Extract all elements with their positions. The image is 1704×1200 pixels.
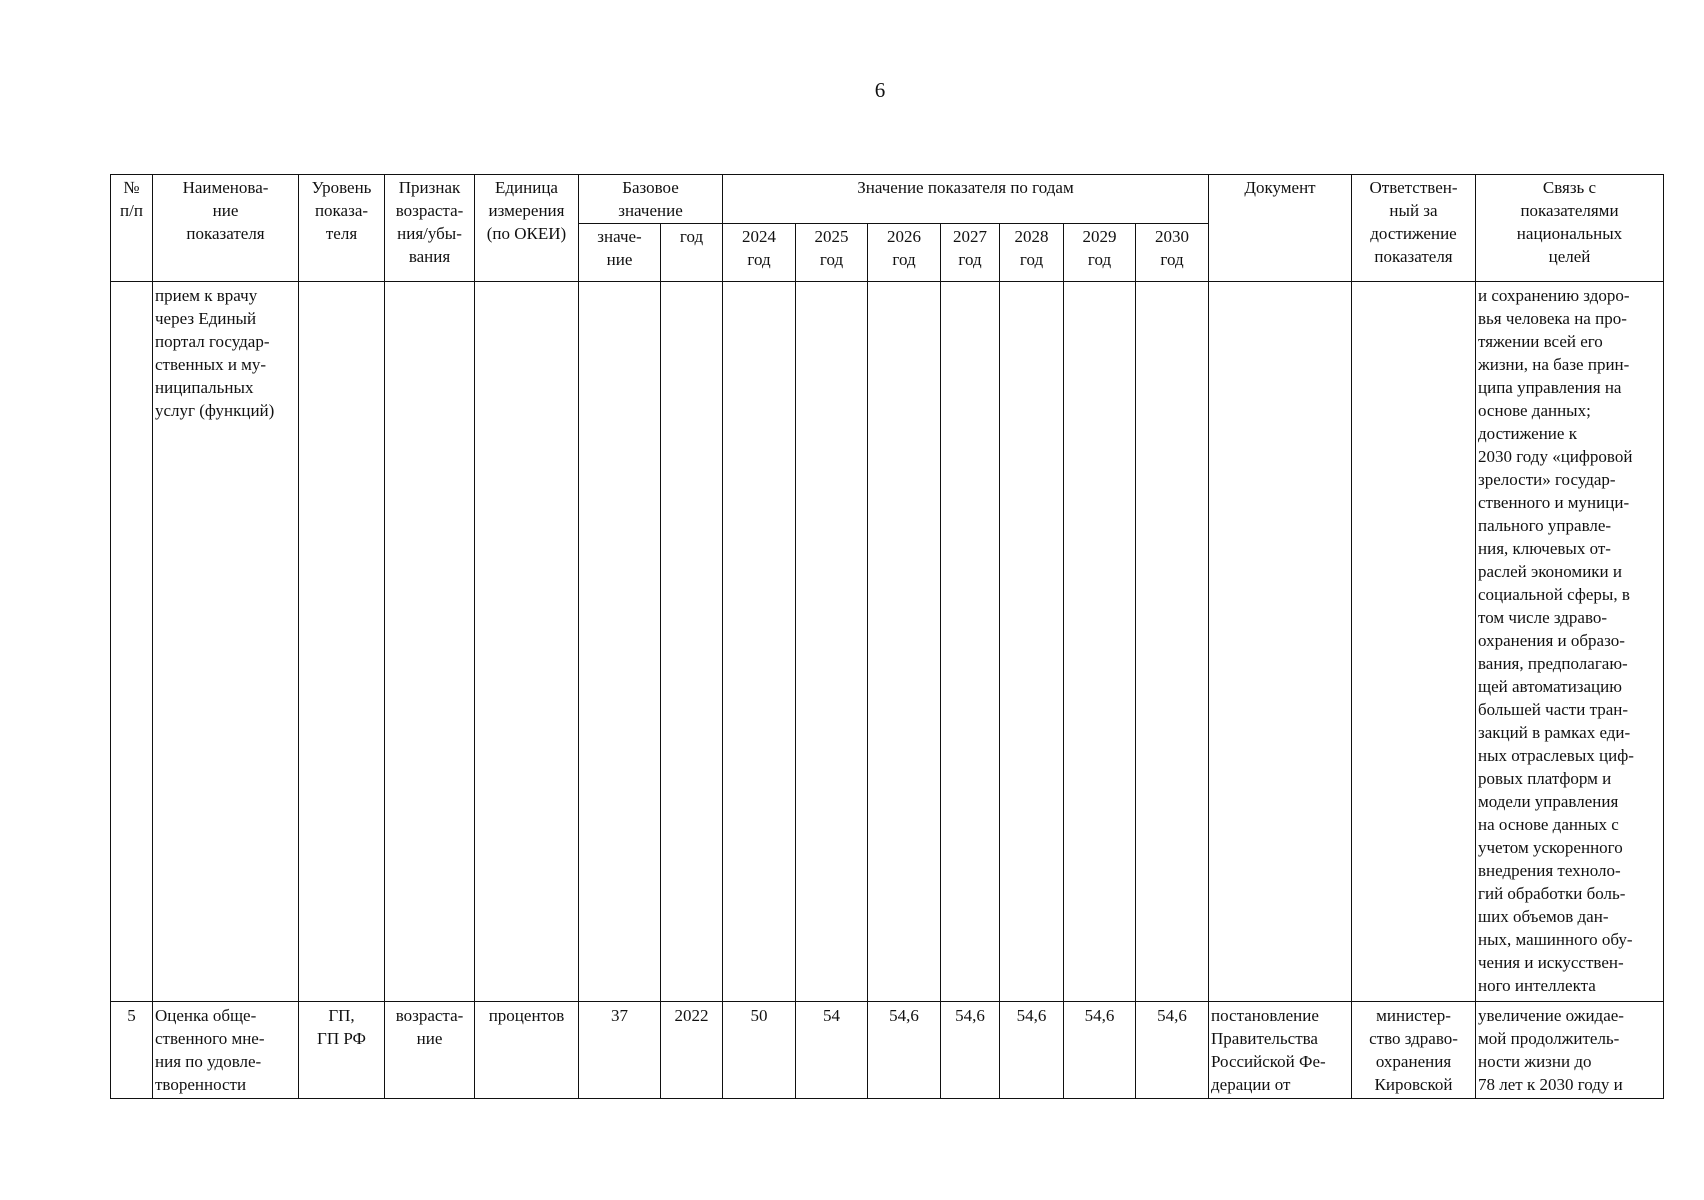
unit: процентов: [475, 1002, 579, 1099]
value-2024: [723, 282, 796, 1002]
trend-sign: [385, 282, 475, 1002]
row-number: 5: [111, 1002, 153, 1099]
base-value: 37: [579, 1002, 661, 1099]
national-goals-link: увеличение ожидае- мой продолжитель- ности жизни до 78 лет к 2030 году и: [1476, 1002, 1664, 1099]
header-year-2029: 2029 год: [1064, 224, 1136, 282]
header-year-2024: 2024 год: [723, 224, 796, 282]
base-year: [661, 282, 723, 1002]
trend-sign: возраста- ние: [385, 1002, 475, 1099]
value-2025: [796, 282, 868, 1002]
indicators-table: [110, 174, 1664, 1099]
header-national-goals-link: Связь с показателями национальных целей: [1476, 175, 1664, 282]
header-year-2028: 2028 год: [1000, 224, 1064, 282]
header-year-2025: 2025 год: [796, 224, 868, 282]
header-number: № п/п: [111, 175, 153, 282]
header-year-2030: 2030 год: [1136, 224, 1209, 282]
value-2027: 54,6: [941, 1002, 1000, 1099]
national-goals-link: и сохранению здоро- вья человека на про- тяжении всей его жизни, на базе прин- ципа управления на основе данных; достижение к 2030 году «цифровой зрелости» государ- ственного и муници- пального управле- ния, ключевых от- раслей экономики и социальной сферы, в том числе здраво- охранения и образо- вания, предполагаю- щей автоматизацию большей части тран- закций в рамках еди- ных отраслевых циф- ровых платформ и модели управления на основе данных с учетом ускоренного внедрения техноло- гий обработки боль- ших объемов дан- ных, машинного обу- чения и искусствен- ного интеллекта: [1476, 282, 1664, 1002]
indicator-name: прием к врачу через Единый портал государ- ственных и му- ниципальных услуг (функций): [153, 282, 299, 1002]
value-2029: 54,6: [1064, 1002, 1136, 1099]
header-year-2027: 2027 год: [941, 224, 1000, 282]
value-2025: 54: [796, 1002, 868, 1099]
value-2026: [868, 282, 941, 1002]
indicator-name: Оценка обще- ственного мне- ния по удовле- творенности: [153, 1002, 299, 1099]
row-number: [111, 282, 153, 1002]
value-2030: 54,6: [1136, 1002, 1209, 1099]
indicator-level: ГП, ГП РФ: [299, 1002, 385, 1099]
document: постановление Правительства Российской Фе- дерации от: [1209, 1002, 1352, 1099]
header-values-by-year: Значение показателя по годам: [723, 175, 1209, 224]
value-2030: [1136, 282, 1209, 1002]
value-2024: 50: [723, 1002, 796, 1099]
base-value: [579, 282, 661, 1002]
table-row: [111, 1002, 1664, 1099]
header-unit: Единица измерения (по ОКЕИ): [475, 175, 579, 282]
base-year: 2022: [661, 1002, 723, 1099]
value-2029: [1064, 282, 1136, 1002]
header-document: Документ: [1209, 175, 1352, 282]
value-2028: 54,6: [1000, 1002, 1064, 1099]
header-base-value: Базовое значение: [579, 175, 723, 224]
document: [1209, 282, 1352, 1002]
header-trend-sign: Признак возраста- ния/убы- вания: [385, 175, 475, 282]
value-2028: [1000, 282, 1064, 1002]
header-year-2026: 2026 год: [868, 224, 941, 282]
header-responsible: Ответствен- ный за достижение показателя: [1352, 175, 1476, 282]
header-base-year: год: [661, 224, 723, 282]
header-base-value-number: значе- ние: [579, 224, 661, 282]
page-number: 6: [874, 78, 886, 102]
header-indicator-name: Наименова- ние показателя: [153, 175, 299, 282]
value-2027: [941, 282, 1000, 1002]
responsible: [1352, 282, 1476, 1002]
table-row: [111, 282, 1664, 1002]
indicator-level: [299, 282, 385, 1002]
unit: [475, 282, 579, 1002]
value-2026: 54,6: [868, 1002, 941, 1099]
header-indicator-level: Уровень показа- теля: [299, 175, 385, 282]
responsible: министер- ство здраво- охранения Кировской: [1352, 1002, 1476, 1099]
